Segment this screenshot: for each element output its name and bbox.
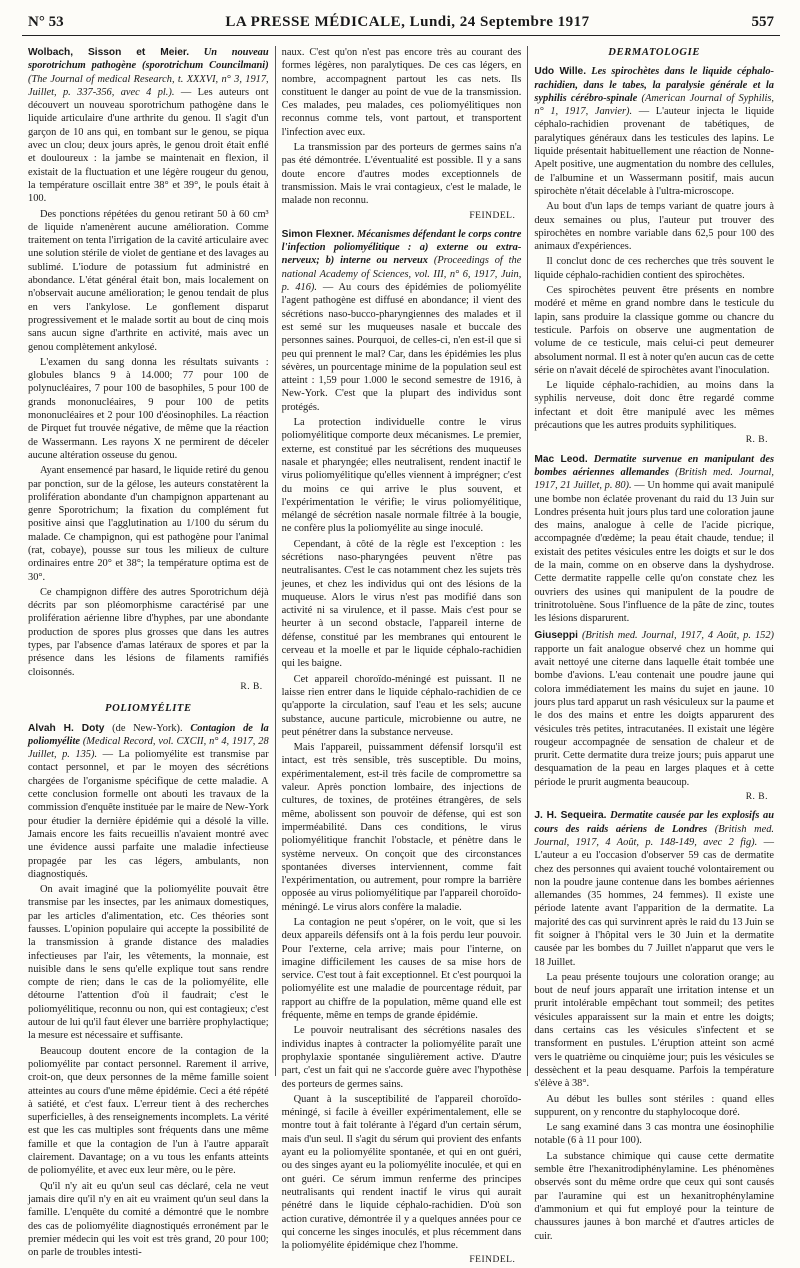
paragraph: Beaucoup doutent encore de la contagion de la poliomyélite par contact personnel. Rarement il arrive, croit-on, que deux personnes de la même famille soient atteintes au cours d'une même épidémie. Ceci a été répété à satiété, et c'est faux. L'erreur tient à des recherches superficielles, à des renseignements incomplets. La vérité est que les cas multiples sont fréquents dans une même famille et que la contagion de l'un à l'autre apparaît clairement. Davantage; on a vu tous les enfants atteints de poliomyélite, et avec eux leur mère, ou le père. (28, 1045, 269, 1177)
signature: R. B. (745, 435, 769, 446)
paragraph: naux. C'est qu'on n'est pas encore très au courant des formes légères, non paralytiques. De ces cas légers, en nombre, accompagnent partout les cas nets. Ils constituent le danger au point de vue de la transmission. Ces malades, peu malades, ces poliomyélitiques non reconnus comme tels, vont partout, et transportent l'infection avec eux. (281, 47, 522, 138)
paragraph: La substance chimique qui cause cette dermatite semble être l'hexanitrodiphénylamine. Les phénomènes observés sont du même ordre que ceux qui sont causés par l'auramine qui est un hexanitrophénylamine d'ammonium et qui fut employé pour la teinture de chaussures jaunes à bon marché et d'autres articles de cuir. (534, 1150, 775, 1242)
signature: FEINDEL. (469, 210, 516, 221)
paragraph: — L'auteur injecta le liquide céphalo-rachidien provenant de tabétiques, de paralytiques généraux dans les testicules des lapins. Le liquide présentait habituellement une réaction de Nonne-Apelt positive, une augmentation du nombre des cellules, de l'albumine et un Wassermann positif, mais aucun spirochète n'était décelable à l'ultra-microscope. (534, 106, 775, 197)
abstract-macleod (534, 453, 774, 626)
abstract-title: Un nouveau sporotrichum pathogène (sporotrichum Councilmani) (28, 47, 269, 72)
paragraph: Le pouvoir neutralisant des sécrétions nasales des individus inaptes à contracter la poliomyélite paraît une prophylaxie spontanée singulièrement active. D'autre part, c'est un fait qui ne s'accorde guère avec l'hypothèse des porteurs de germes sains. (281, 1025, 522, 1090)
paragraph: Le sang examiné dans 3 cas montra une éosinophilie notable (6 à 11 pour 100). (534, 1122, 775, 1147)
citation: (The Journal of medical Research, t. XXXVI, n° 3, 1917, Juillet, p. 337-356, avec 4 pl.). (28, 73, 269, 98)
page-number: 557 (751, 14, 774, 30)
abstract-title: Mécanismes défendant le corps contre l'infection poliomyélitique : a) externe ou extra-nerveux; b) interne ou nerveux (281, 228, 522, 267)
author: Udo Wille. (534, 66, 587, 78)
author: J. H. Sequeira. (534, 810, 607, 822)
citation: (American Journal of Syphilis, n° 1, 1917, Janvier). (534, 92, 775, 118)
paragraph: — La poliomyélite est transmise par contact personnel, et par le moyen des sécrétions chargées de l'organisme spécifique de cette maladie. A cette conclusion formelle ont abouti les travaux de la commission d'enquête instituée par le maire de New-York pour étudier la dernière épidémie qui a désolé la ville. Jamais encore les faits recueillis n'avaient montré avec une évidence aussi parfaite une maladie infectieuse propagée par les cas légers, ambulants, non diagnostiqués. (28, 749, 269, 880)
section-heading: POLIOMYÉLITE (105, 703, 192, 715)
paragraph: Cet appareil choroïdo-méningé est puissant. Il ne laisse rien entrer dans le liquide céphalo-rachidien de ce qu'apporte la circulation, sauf l'eau et les sels; aucune substance, aucune particule, microbienne ou autre, ne peut pénétrer dans la substance nerveuse. (281, 673, 522, 738)
abstract-title: Dermatite survenue en manipulant des bombes aériennes allemandes (534, 453, 774, 478)
paragraph: — Un homme qui avait manipulé une bombe non éclatée provenant du raid du 13 Juin sur Londres présenta huit jours plus tard une coloration jaune des mains, analogue à celle de l'acide picrique, accompagnée d'œdème; la peau était chaude, tendue; il existait des petites vésicules entre les doigts et sur le dos de la main, comme on en observe dans la dyshydrose. Cette dermatite rappelle celle qu'on constate chez les ouvriers des usines qui manipulent de la poudre de trinitrotoluène. Sous l'influence de la pâte de zinc, toutes les lésions disparurent. (534, 480, 775, 625)
abstract-title: Contagion de la poliomyélite (28, 722, 269, 747)
paragraph: rapporte un fait analogue observé chez un homme qui avait nettoyé une citerne dans laquelle était tombée une bombe d'avions. L'eau contenait une poudre jaune qui colora immédiatement les mains du sujet en jaune. 10 jours plus tard apparut un rash vésiculeux sur la paume et le dos des mains et entre les doigts apparurent des vésicules très petites, intracutanées. Il existait une légère rougeur accompagnée de sensation de chaleur et de prurit. Cette dermatite dura treize jours; puis apparut une desquamation de la peau en larges plaques et à cette période le prurit augmenta beaucoup. (534, 643, 775, 788)
paragraph: La transmission par des porteurs de germes sains n'a pas été démontrée. L'éventualité est possible. Il y a sans doute encore d'autres modes exceptionnels de transmission. Mais le vrai contagieux, c'est le malade, le malade non reconnu. (281, 142, 522, 207)
author: Alvah H. Doty (28, 722, 105, 734)
paragraph: Ces spirochètes peuvent être présents en nombre modéré et même en grand nombre dans le testicule du lapin, sans produire la classique gomme ou chancre du testicule. Parfois on observe une augmentation de volume de ce testicule, mais celui-ci peut demeurer absolument normal. Il est à noter qu'en aucun cas de cette série on n'avait décelé de spirochètes avant l'inoculation. (534, 285, 775, 376)
affiliation: (de New-York). (112, 722, 183, 734)
paragraph: Des ponctions répétées du genou retirant 50 à 60 cm³ de liquide n'amenèrent aucune amélioration. Comme traitement on tenta l'irrigation de la cavité articulaire avec une solution stérile de violet de gentiane et des lavages au sublimé. L'iodure de potassium fut administré en abondance. L'état général était bon, mais localement on n'observait aucune amélioration; le genou tendait de plus en vers l'ankylose. Le gonflement disparut progressivement et le malade sortit au bout de cinq mois sans aucun signe d'arthrite en activité, mais avec un genou complètement ankylosé. (28, 208, 269, 353)
citation: (British med. Journal, 1917, 4 Août, p. 148-149, avec 2 fig). (534, 823, 774, 848)
paragraph: Au début les bulles sont stériles : quand elles suppurent, on y rencontre du staphylocoque doré. (534, 1093, 775, 1118)
paragraph: — Les auteurs ont découvert un nouveau sporotrichum pathogène dans le liquide articulaire d'une arthrite du genou. Il s'agit d'un garçon de 10 ans qui, en tombant sur le genou, se piqua avec un clou; deux jours après, le genou droit était enflé et douloureux : la jambe se maintenait en flexion, il existait de la fluctuation et une légère rougeur du genou, la température oscillait entre 38° et 39°, le pouls était à 100. (28, 86, 269, 205)
citation: (Medical Record, vol. CXCII, n° 4, 1917, 28 Juillet, p. 135). (28, 735, 269, 761)
column-1 (22, 46, 275, 1259)
article-columns (22, 46, 780, 1266)
citation: (Proceedings of the national Academy of Sciences, vol. III, n° 6, 1917, Juin, p. 416). (281, 255, 522, 294)
citation: (British med. Journal, 1917, 4 Août, p. 152) (581, 630, 775, 642)
signature: R. B. (240, 681, 263, 692)
abstract-doty (28, 722, 269, 882)
paragraph: La protection individuelle contre le virus poliomyélitique comporte deux mécanismes. Le premier, externe, est constitué par les sécrétions des muqueuses nasale et pharyngée; elles neutralisent, rendent inactif le virus poliomyélitique qu'elles viennent à imprégner; c'est du moins ce qui arrive le plus souvent, et l'expérimentation le vérifie; le virus poliomyélitique, mélangé de sécrétion nasale normale filtrée à la bougie, ne confère plus la poliomyélite au singe inoculé. (281, 417, 522, 535)
abstract-sequeira (534, 809, 774, 969)
page-header (22, 14, 780, 36)
abstract-wille (534, 65, 774, 198)
paragraph: Le liquide céphalo-rachidien, au moins dans la syphilis nerveuse, doit donc être regardé comme infectant et doit être manipulé avec les mêmes précautions que les autres produits syphilitiques. (534, 380, 775, 432)
masthead-title: LA PRESSE MÉDICALE, Lundi, 24 Septembre 1917 (225, 14, 590, 30)
signature: FEINDEL. (469, 1255, 516, 1266)
paragraph: Il conclut donc de ces recherches que très souvent le liquide céphalo-rachidien contient des spirochètes. (534, 256, 775, 281)
paragraph: La peau présente toujours une coloration orange; au bout de neuf jours apparaît une irritation intense et un prurit intolérable empêchant tout sommeil; des petites vésicules apparaissent sur la main et entre les doigts; dans certains cas les vésicules s'infectent et se transforment en pustules. L'éruption atteint son acmé vers le quatrième ou cinquième jour; puis les vésicules se dessèchent et la peau desquame. Parfois la température s'élève à 38°. (534, 971, 775, 1090)
abstract-wolbach (28, 46, 269, 206)
paragraph: Cependant, à côté de la règle est l'exception : les sécrétions naso-pharyngées peuvent n'être pas neutralisantes. C'est le cas notamment chez les sujets très jeunes, et chez les individus qui ont des lésions de la muqueuse. Alors le virus n'est pas modifié dans son activité ni sa virulence, et il passe. Mais c'est pour se heurter à un second obstacle, l'appareil interne de défense, constitué par les membranes qui entourent le cerveau et la moelle et par le liquide céphalo-rachidien qui les baigne. (281, 538, 522, 670)
column-2 (275, 46, 528, 1266)
author: Giuseppi (534, 630, 578, 642)
paragraph: — Au cours des épidémies de poliomyélite l'agent pathogène est diffusé en abondance; il vient des sécrétions naso-bucco-pharyngiennes des malades et il est semé sur les muqueuses nasale et buccale des personnes saines. Pourquoi, de celles-ci, n'en est-il que si peu qui prennent le mal? Car, dans les épidémies les plus sévères, un pourcentage minime de la population seul est atteint : 1,59 pour 1.000 le second semestre de 1916, à New-York. C'est que la plupart des individus sont protégés. (281, 282, 522, 413)
column-3 (527, 46, 780, 1242)
paragraph: La contagion ne peut s'opérer, on le voit, que si les deux appareils défensifs ont à la fois perdu leur pouvoir. Pour l'externe, cela arrive; mais pour l'interne, on imagine difficilement les causes de sa mise hors de service. C'est tout à fait exceptionnel. Et c'est pourquoi la poliomyélite est une maladie de pourcentage réduit, par rapport au chiffre de la population, même quand elle est fréquente, même en temps de grande épidémie. (281, 917, 522, 1022)
paragraph: — L'auteur a eu l'occasion d'observer 59 cas de dermatite chez des personnes qui avaient touché volontairement ou non la poudre jaune contenue dans les bombes aériennes allemandes (35 hommes, 24 femmes). Il existe une période latente avant l'apparition de la dermatite. La majorité des cas qui survinrent après le raid du 13 Juin se fit soigner à l'hôpital vers le 30 Juin et la dermatite causée par les bombes du 7 Juillet n'apparut que vers le 18 Juillet. (534, 836, 775, 968)
paragraph: On avait imaginé que la poliomyélite pouvait être transmise par les insectes, par les animaux domestiques, par les articles d'alimentation, etc. Ces théories sont fausses. L'opinion populaire qui accepte la possibilité de la transmission à grande distance des maladies infectieuses par l'air, les vêtements, la monnaie, est nuisible dans le sens qu'elle explique tout sans rendre compte de rien; dans le cas de la poliomyélite, elle détourne l'attention d'où il faudrait; c'est le poliomyélitique, reconnu ou non, qui est contagieux; c'est autour de lui qu'il faut élever une barrière prophylactique; la mesure est nécessaire et suffisante. (28, 884, 269, 1042)
paragraph: L'examen du sang donna les résultats suivants : globules blancs 9 à 14.000; 77 pour 100 de polynucléaires, 7 pour 100 de basophiles, 5 pour 100 de grands mononucléaires, 9 pour 100 de petits mononucléaires et 2 pour 100 d'éosinophiles. La réaction de Pirquet fut trouvée négative, de même que la réaction de Wassermann. Les rayons X ne permirent de déceler aucune altération osseuse du genou. (28, 356, 269, 461)
abstract-title: Dermatite causée par les explosifs au cours des raids aériens de Londres (534, 810, 774, 835)
paragraph: Ce champignon diffère des autres Sporotrichum déjà décrits par son pléomorphisme caractérisé par une prolifération aérienne libre d'hyphes, par une abondante production de spores plus grosses que dans les autres types, par l'absence d'amas latéraux de spores et par la présence dans les lésions de filaments ramifiés cloisonnés. (28, 586, 269, 678)
paragraph: Ayant ensemencé par hasard, le liquide retiré du genou par ponction, sur de la gélose, les auteurs constatèrent la prolifération abondante d'un champignon appartenant au genre Sporotrichum; la fixation du complément fut positive ainsi que l'agglutination au 1/100 du sérum du malade. Ce champignon, qui est pathogène pour l'animal (rat, cobaye), pousse sur tous les milieux de culture ordinaires entre 20° et 38°; la température optima est de 30°. (28, 465, 269, 583)
section-heading: DERMATOLOGIE (608, 47, 701, 58)
paragraph: Au bout d'un laps de temps variant de quatre jours à deux semaines ou plus, l'auteur put trouver des spirochètes en nombre variable dans 62,5 pour 100 des animaux d'expériences. (534, 201, 775, 253)
citation: (British med. Journal, 1917, 21 Juillet, p. 80). (534, 466, 774, 492)
author: Wolbach, Sisson et Meier. (28, 47, 190, 58)
issue-number: N° 53 (28, 14, 64, 30)
abstract-title: Les spirochètes dans le liquide céphalo-rachidien, dans le tabes, la paralysie générale et la syphilis cérébro-spinale (534, 66, 775, 104)
paragraph: Quant à la susceptibilité de l'appareil choroïdo-méningé, si facile à éveiller expérimentalement, elle se montre tout à fait tolérante à l'égard d'un certain sérum, mais d'un seul. Il s'agit du sérum qui provient des enfants ayant eu la poliomyélite spontanée, et qui en ont guéri, ou des singes ayant eu la poliomyélite inoculée, et qui en ont guéri. Ce sérum immun renferme des principes neutralisants qui rendent inactif le virus qui aurait pénétré dans le liquide céphalo-rachidien. D'où son action curative, démontrée il y a quelques années pour ce qui concerne les singes inoculés, et plus récemment dans la poliomyélite épidémique chez l'homme. (281, 1093, 522, 1252)
paragraph: Qu'il n'y ait eu qu'un seul cas déclaré, cela ne veut jamais dire qu'il n'y en ait eu vraiment qu'un seul dans la famille. L'enquête du comité a démontré que le nombre des cas de poliomyélite diagnostiqués erronément par le premier médecin qui les voit est très grand, 20 pour 100; on parle de troubles intesti- (28, 1180, 269, 1259)
abstract-giuseppi (534, 629, 774, 789)
author: Mac Leod. (534, 453, 588, 465)
paragraph: Mais l'appareil, puissamment défensif lorsqu'il est intact, est très sensible, très susceptible. Du moins, expérimentalement, est-il très facile de compromettre sa valeur. Après ponction lombaire, des injections de cultures, de toxines, de protéines étrangères, de sels même, abolissent son pouvoir de défense, qui est son imperméabilité. Dans ces conditions, le virus poliomyélitique franchit l'obstacle, et pénètre dans le système nerveux. On conçoit que des circonstances spontanées diverses interviennent, comme fait l'expérimentation, ou autrement, pour rompre la barrière opposée au virus poliomyélitique par l'appareil choroïdo-méningé. Le virus alors confère la maladie. (281, 742, 522, 913)
author: Simon Flexner. (281, 228, 355, 240)
abstract-flexner (282, 228, 522, 414)
signature: R. B. (745, 792, 769, 803)
